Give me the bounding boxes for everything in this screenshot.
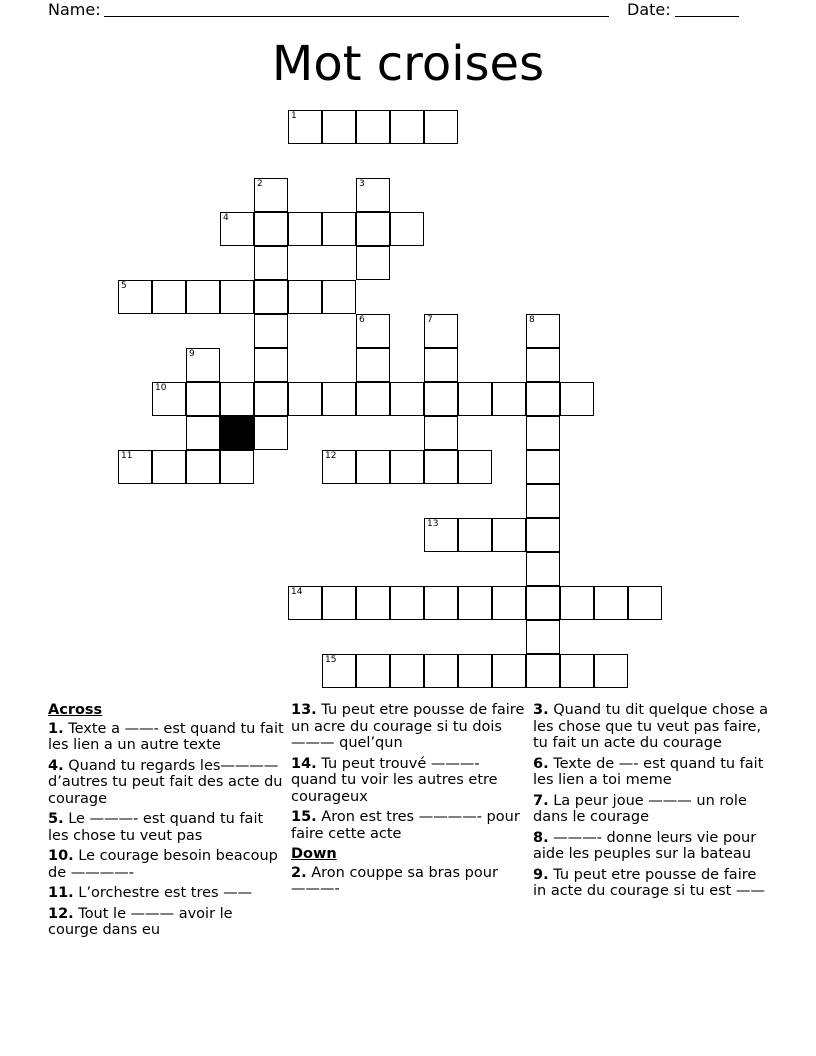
grid-cell[interactable] [322,212,356,246]
grid-cell[interactable] [492,654,526,688]
clue-across-13: 13. Tu peut etre pousse de faire un acre du courage si tu dois ——— quel’qun [291,702,525,751]
clue-number: 1 [291,111,297,121]
grid-cell[interactable] [186,416,220,450]
grid-cell[interactable] [220,212,254,246]
grid-cell[interactable] [424,382,458,416]
grid-cell[interactable] [322,110,356,144]
grid-cell[interactable] [526,348,560,382]
clue-number: 7 [427,315,433,325]
clue-number: 3 [359,179,365,189]
grid-cell[interactable] [390,212,424,246]
grid-cell[interactable] [322,382,356,416]
grid-cell[interactable] [152,382,186,416]
grid-cell[interactable] [254,348,288,382]
clue-number: 11 [121,451,133,461]
grid-cell[interactable] [492,382,526,416]
grid-cell[interactable] [628,586,662,620]
grid-cell[interactable] [152,450,186,484]
grid-cell[interactable] [186,450,220,484]
clue-number: 5 [121,281,127,291]
clue-number: 8 [529,315,535,325]
clue-number: 9 [189,349,195,359]
grid-cell[interactable] [424,586,458,620]
grid-cell[interactable] [424,110,458,144]
clue-number: 15 [325,655,337,665]
page-title: Mot croises [271,36,545,92]
grid-cell[interactable] [356,586,390,620]
date-label: Date: [627,0,671,19]
grid-cell[interactable] [288,382,322,416]
clue-down-9: 9. Tu peut etre pousse de faire in acte du courage si tu est —— [533,866,765,899]
grid-cell[interactable] [322,654,356,688]
grid-cell[interactable] [390,654,424,688]
clue-across-15: 15. Aron est tres ————- pour faire cette acte [291,809,520,842]
grid-cell[interactable] [594,654,628,688]
clue-down-3: 3. Quand tu dit quelque chose a les chose que tu veut pas faire, tu fait un acte du courage [533,702,768,751]
grid-cell[interactable] [186,382,220,416]
clue-across-12: 12. Tout le ——— avoir le courge dans eu [48,905,233,938]
clue-number: 6 [359,315,365,325]
grid-cell[interactable] [254,178,288,212]
grid-cell[interactable] [356,246,390,280]
grid-cell[interactable] [594,586,628,620]
grid-cell[interactable] [322,280,356,314]
grid-cell[interactable] [356,450,390,484]
grid-cell[interactable] [254,280,288,314]
grid-cell[interactable] [254,246,288,280]
grid-cell[interactable] [424,416,458,450]
name-label: Name: [48,0,101,19]
across-heading: Across [48,702,103,718]
grid-cell[interactable] [560,654,594,688]
grid-cell[interactable] [288,110,322,144]
grid-cell[interactable] [458,586,492,620]
grid-cell[interactable] [526,314,560,348]
grid-cell[interactable] [186,348,220,382]
grid-cell[interactable] [424,348,458,382]
grid-cell[interactable] [458,382,492,416]
clue-number: 10 [155,383,167,393]
clue-across-1: 1. Texte a ——- est quand tu fait les lien a un autre texte [48,720,284,753]
clue-number: 2 [257,179,263,189]
grid-cell[interactable] [288,212,322,246]
grid-cell[interactable] [356,382,390,416]
grid-cell[interactable] [118,450,152,484]
grid-cell[interactable] [254,416,288,450]
grid-cell[interactable] [118,280,152,314]
clue-number: 14 [291,587,303,597]
grid-cell[interactable] [186,280,220,314]
grid-cell[interactable] [526,450,560,484]
grid-cell[interactable] [288,280,322,314]
clue-across-10: 10. Le courage besoin beacoup de ————- [48,848,278,881]
grid-cell[interactable] [356,654,390,688]
grid-cell[interactable] [526,654,560,688]
grid-cell[interactable] [390,586,424,620]
grid-cell[interactable] [526,416,560,450]
grid-cell[interactable] [492,518,526,552]
grid-cell[interactable] [560,586,594,620]
clue-across-4: 4. Quand tu regards les———— d’autres tu peut fait des acte du courage [48,757,283,807]
grid-cell[interactable] [424,314,458,348]
grid-cell[interactable] [356,348,390,382]
clue-across-14: 14. Tu peut trouvé ———- quand tu voir les autres etre courageux [291,755,498,805]
grid-cell[interactable] [322,586,356,620]
grid-cell[interactable] [526,518,560,552]
clue-number: 12 [325,451,337,461]
grid-cell[interactable] [424,654,458,688]
grid-cell[interactable] [458,518,492,552]
grid-cell[interactable] [390,382,424,416]
clues-column-2 [291,702,525,902]
grid-cell[interactable] [526,484,560,518]
clue-down-6: 6. Texte de —- est quand tu fait les lien a toi meme [533,755,764,788]
clue-down-2: 2. Aron couppe sa bras pour ———- [291,864,498,897]
clue-across-11: 11. L’orchestre est tres —— [48,885,253,901]
black-square [220,416,254,450]
clue-number: 4 [223,213,229,223]
clue-number: 13 [427,519,439,529]
grid-cell[interactable] [560,382,594,416]
grid-cell[interactable] [526,620,560,654]
grid-cell[interactable] [458,450,492,484]
grid-cell[interactable] [288,586,322,620]
clue-down-8: 8. ———- donne leurs vie pour aide les peuples sur la bateau [533,829,757,862]
grid-cell[interactable] [356,178,390,212]
grid-cell[interactable] [254,212,288,246]
grid-cell[interactable] [526,552,560,586]
grid-cell[interactable] [458,654,492,688]
grid-cell[interactable] [526,382,560,416]
grid-cell[interactable] [254,314,288,348]
grid-cell[interactable] [526,586,560,620]
clue-down-7: 7. La peur joue ——— un role dans le courage [533,792,747,825]
grid-cell[interactable] [390,450,424,484]
clues-column-1 [48,702,284,943]
grid-cell[interactable] [254,382,288,416]
grid-cell[interactable] [424,518,458,552]
grid-cell[interactable] [220,280,254,314]
grid-cell[interactable] [492,586,526,620]
grid-cell[interactable] [424,450,458,484]
grid-cell[interactable] [220,382,254,416]
grid-cell[interactable] [390,110,424,144]
grid-cell[interactable] [322,450,356,484]
clues-column-3 [533,702,769,904]
grid-cell[interactable] [220,450,254,484]
grid-cell[interactable] [356,314,390,348]
grid-cell[interactable] [356,110,390,144]
grid-cell[interactable] [152,280,186,314]
grid-cell[interactable] [356,212,390,246]
down-heading: Down [291,846,337,862]
clue-across-5: 5. Le ———- est quand tu fait les chose tu veut pas [48,811,264,844]
